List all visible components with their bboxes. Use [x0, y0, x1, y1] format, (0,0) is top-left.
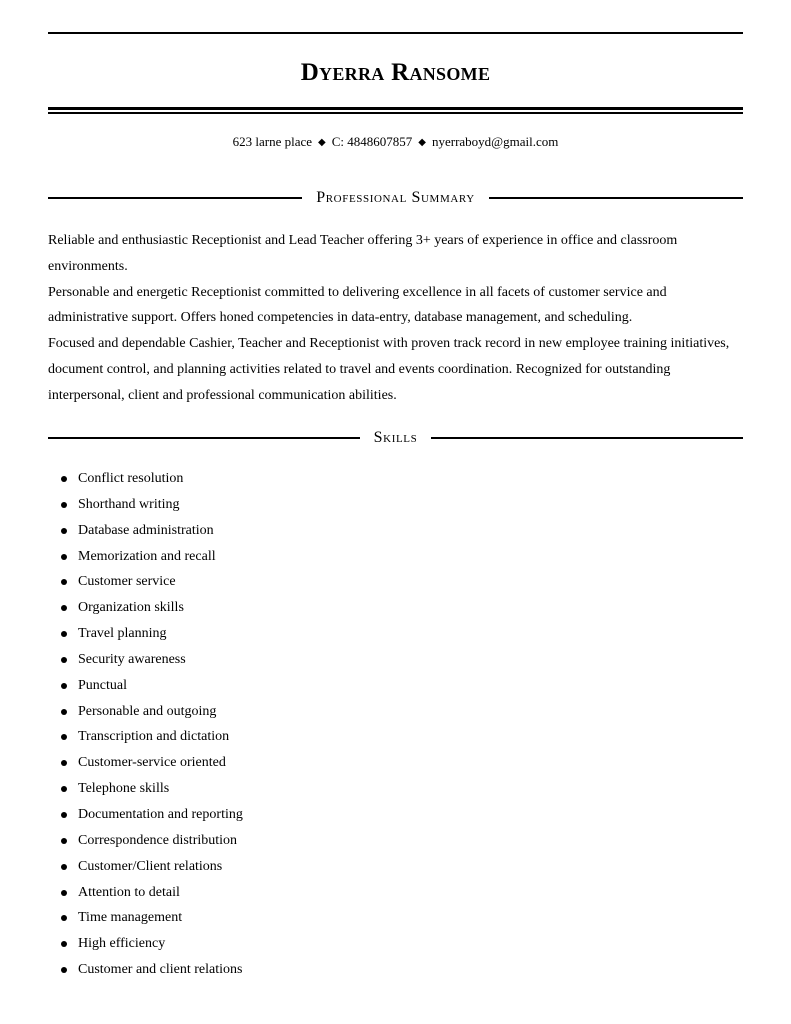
bullet-dot-icon: [61, 528, 67, 534]
bullet-dot-icon: [61, 631, 67, 637]
skill-item: [58, 492, 243, 518]
skill-label: Personable and outgoing: [78, 703, 217, 719]
contact-line: [48, 134, 743, 151]
candidate-name: Dyerra Ransome: [300, 59, 491, 86]
skill-item: [58, 854, 243, 880]
heading-rule-left: [48, 437, 360, 439]
bullet-dot-icon: [61, 890, 67, 896]
skill-item: [58, 905, 243, 931]
skill-label: Time management: [78, 910, 183, 926]
bullet-dot-icon: [61, 605, 67, 611]
bullet-dot-icon: [61, 579, 67, 585]
summary-paragraph: Reliable and enthusiastic Receptionist and Lead Teacher offering 3+ years of experience in office and classroom environments.: [48, 233, 678, 274]
skill-label: Organization skills: [78, 600, 184, 616]
bullet-dot-icon: [61, 502, 67, 508]
skill-label: Customer service: [78, 574, 176, 590]
skill-item: [58, 776, 243, 802]
bullet-dot-icon: [61, 554, 67, 560]
bullet-dot-icon: [61, 967, 67, 973]
contact-phone: C: 4848607857: [331, 134, 413, 149]
skill-item: [58, 802, 243, 828]
bullet-dot-icon: [61, 915, 67, 921]
skill-label: Documentation and reporting: [78, 806, 243, 822]
bullet-dot-icon: [61, 683, 67, 689]
skill-item: [58, 724, 243, 750]
skill-item: [58, 544, 243, 570]
skill-label: Customer/Client relations: [78, 858, 223, 874]
bullet-dot-icon: [61, 476, 67, 482]
skill-item: [58, 750, 243, 776]
skill-label: Conflict resolution: [78, 471, 184, 486]
skills-title: Skills: [373, 429, 418, 446]
bullet-dot-icon: [61, 760, 67, 766]
skill-item: [58, 828, 243, 854]
bullet-dot-icon: [61, 812, 67, 818]
header-double-rule-bottom: [48, 112, 743, 114]
skill-item: [58, 647, 243, 673]
skill-item: [58, 595, 243, 621]
bullet-dot-icon: [61, 786, 67, 792]
skill-item: [58, 880, 243, 906]
skill-label: Customer-service oriented: [78, 755, 226, 771]
skill-label: Database administration: [78, 522, 214, 538]
skill-label: Travel planning: [78, 626, 167, 642]
diamond-icon: ◆: [318, 137, 326, 148]
skill-item: [58, 957, 243, 983]
skill-item: [58, 699, 243, 725]
skill-label: Customer and client relations: [78, 962, 243, 978]
skill-label: High efficiency: [78, 936, 166, 952]
summary-title: Professional Summary: [316, 189, 475, 206]
bullet-dot-icon: [61, 734, 67, 740]
contact-email: nyerraboyd@gmail.com: [431, 134, 559, 149]
skill-item: [58, 673, 243, 699]
heading-rule-right: [489, 197, 743, 199]
skill-label: Memorization and recall: [78, 548, 216, 564]
skill-item: [58, 621, 243, 647]
bullet-dot-icon: [61, 838, 67, 844]
summary-body: [48, 228, 748, 409]
top-rule: [48, 32, 743, 34]
bullet-dot-icon: [61, 709, 67, 715]
contact-address: 623 larne place: [232, 134, 313, 149]
bullet-dot-icon: [61, 941, 67, 947]
skill-label: Telephone skills: [78, 781, 170, 797]
skill-item: [58, 518, 243, 544]
skill-item: [58, 466, 243, 492]
bullet-dot-icon: [61, 864, 67, 870]
bullet-dot-icon: [61, 657, 67, 663]
skill-item: [58, 931, 243, 957]
skill-label: Punctual: [78, 677, 127, 693]
skill-label: Attention to detail: [78, 884, 180, 900]
skill-label: Transcription and dictation: [78, 729, 230, 745]
skills-heading: [48, 427, 743, 449]
skill-label: Correspondence distribution: [78, 832, 238, 848]
heading-rule-left: [48, 197, 302, 199]
summary-heading: [48, 187, 743, 209]
heading-rule-right: [431, 437, 743, 439]
skills-list: [58, 466, 243, 983]
header-double-rule-top: [48, 107, 743, 110]
skill-label: Security awareness: [78, 651, 186, 667]
skill-item: [58, 569, 243, 595]
summary-paragraph: Focused and dependable Cashier, Teacher and Receptionist with proven track record in new employee training initiatives, document control, and planning activities related to travel and events coordination. Recognized for outstanding interpersonal, client and professional communication abilities.: [48, 336, 730, 403]
summary-paragraph: Personable and energetic Receptionist committed to delivering excellence in all facets of customer service and administrative support. Offers honed competencies in data-entry, database management, and scheduling.: [48, 284, 667, 326]
diamond-icon: ◆: [418, 137, 426, 148]
skill-label: Shorthand writing: [78, 496, 180, 512]
